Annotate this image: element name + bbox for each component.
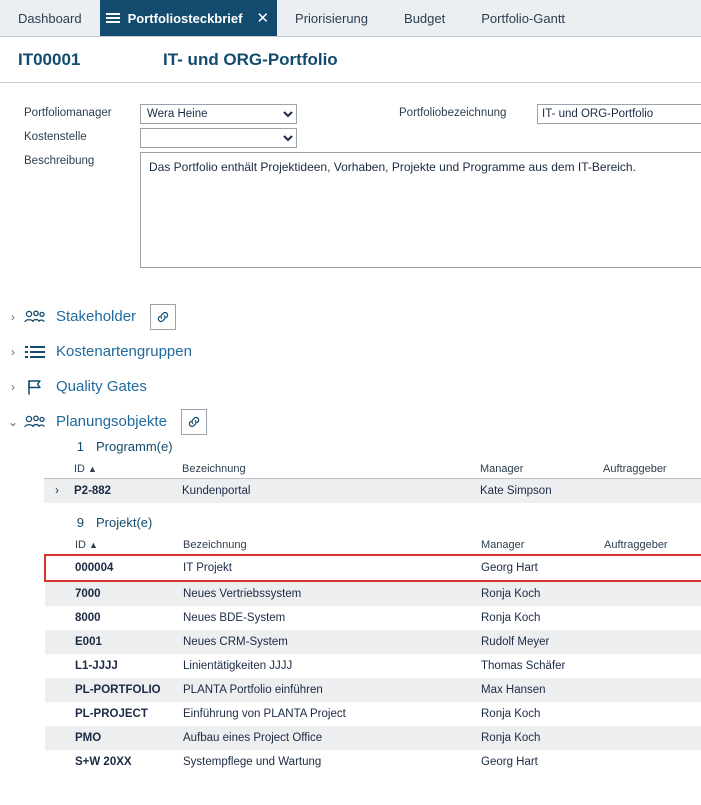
portfoliobezeichnung-label: Portfoliobezeichnung <box>399 107 507 119</box>
group-label: Projekt(e) <box>96 515 153 530</box>
row-bezeichnung: Neues BDE-System <box>183 612 286 624</box>
sort-asc-icon: ▲ <box>89 540 98 550</box>
section-label: Planungsobjekte <box>56 413 167 430</box>
row-auftraggeber <box>600 654 701 678</box>
row-bezeichnung: Linientätigkeiten JJJJ <box>183 660 293 672</box>
kostenstelle-label: Kostenstelle <box>24 131 87 143</box>
row-manager: Max Hansen <box>477 678 600 702</box>
row-id[interactable]: 000004 <box>71 555 179 581</box>
tab-label: Dashboard <box>18 10 82 26</box>
chevron-right-icon[interactable]: › <box>11 379 15 394</box>
row-id[interactable]: L1-JJJJ <box>75 660 118 672</box>
table-row[interactable] <box>45 750 701 774</box>
sort-asc-icon: ▲ <box>88 464 97 474</box>
tab-budget[interactable] <box>386 0 463 36</box>
tab-label: Portfolio-Gantt <box>481 10 566 26</box>
table-row[interactable] <box>45 606 701 630</box>
row-manager: Ronja Koch <box>477 581 600 606</box>
kostenstelle-select[interactable] <box>140 128 297 148</box>
section-kostenartengruppen[interactable] <box>0 334 701 369</box>
row-id[interactable]: S+W 20XX <box>75 756 132 768</box>
table-header-row <box>44 461 701 479</box>
projekte-table <box>44 537 701 774</box>
flag-icon <box>22 379 48 395</box>
row-id[interactable]: 7000 <box>71 581 179 606</box>
row-manager: Rudolf Meyer <box>477 630 600 654</box>
section-stakeholder[interactable] <box>0 299 701 334</box>
section-label: Quality Gates <box>56 378 147 395</box>
row-manager: Georg Hart <box>481 756 538 768</box>
tab-label: Portfoliosteckbrief <box>127 10 243 26</box>
row-manager: Ronja Koch <box>477 726 600 750</box>
row-bezeichnung: Einführung von PLANTA Project <box>183 708 346 720</box>
row-bezeichnung: Aufbau eines Project Office <box>179 726 477 750</box>
link-icon[interactable] <box>181 409 207 435</box>
chevron-down-icon[interactable]: ⌄ <box>7 414 19 429</box>
col-bezeichnung[interactable]: Bezeichnung <box>179 537 477 555</box>
beschreibung-textarea[interactable] <box>140 152 701 268</box>
portfoliobezeichnung-input[interactable] <box>537 104 701 124</box>
row-auftraggeber <box>600 678 701 702</box>
table-row[interactable] <box>45 581 701 606</box>
row-expand-icon <box>45 702 71 726</box>
table-row[interactable] <box>45 702 701 726</box>
row-expand-icon[interactable]: › <box>44 479 70 504</box>
portfolio-form <box>0 83 701 299</box>
row-auftraggeber <box>600 630 701 654</box>
table-row[interactable] <box>45 726 701 750</box>
people-icon <box>22 415 48 429</box>
page-header <box>0 37 701 83</box>
tab-priorisierung[interactable] <box>277 0 386 36</box>
row-id[interactable]: PL-PROJECT <box>75 708 148 720</box>
tab-label: Budget <box>404 10 446 26</box>
table-row[interactable] <box>44 479 701 504</box>
row-expand-icon <box>45 726 71 750</box>
group-count: 9 <box>76 515 84 530</box>
link-icon[interactable] <box>150 304 176 330</box>
row-expand-icon <box>45 678 71 702</box>
row-manager: Ronja Koch <box>481 708 541 720</box>
row-id[interactable]: E001 <box>71 630 179 654</box>
tab-bar <box>0 0 701 37</box>
row-manager: Kate Simpson <box>476 479 599 504</box>
page-title: IT- und ORG-Portfolio <box>163 49 338 69</box>
col-manager[interactable]: Manager <box>477 537 600 555</box>
portfoliomanager-select[interactable] <box>140 104 297 124</box>
group-programme <box>0 439 701 503</box>
section-planungsobjekte[interactable] <box>0 404 701 439</box>
chevron-right-icon[interactable]: › <box>11 309 15 324</box>
col-manager[interactable]: Manager <box>476 461 599 479</box>
row-manager: Georg Hart <box>477 555 600 581</box>
close-icon[interactable]: ✕ <box>256 9 270 27</box>
row-expand-icon <box>45 654 71 678</box>
group-count: 1 <box>76 439 84 454</box>
section-label: Kostenartengruppen <box>56 343 192 360</box>
table-row[interactable] <box>45 678 701 702</box>
row-auftraggeber <box>600 702 701 726</box>
row-bezeichnung: Kundenportal <box>178 479 476 504</box>
row-auftraggeber <box>600 606 701 630</box>
portfoliomanager-label: Portfoliomanager <box>24 107 112 119</box>
tab-label: Priorisierung <box>295 10 369 26</box>
table-row[interactable] <box>45 555 701 581</box>
row-expand-icon <box>45 750 71 774</box>
col-auftraggeber[interactable]: Auftraggeber <box>600 537 701 555</box>
list-icon <box>22 345 48 359</box>
row-auftraggeber <box>600 581 701 606</box>
row-manager: Ronja Koch <box>481 612 541 624</box>
row-manager: Thomas Schäfer <box>481 660 566 672</box>
row-id[interactable]: PMO <box>71 726 179 750</box>
programme-table <box>44 461 701 503</box>
row-bezeichnung: Systempflege und Wartung <box>183 756 322 768</box>
section-label: Stakeholder <box>56 308 137 325</box>
row-expand-icon <box>45 581 71 606</box>
row-id[interactable]: P2-882 <box>70 479 178 504</box>
row-id[interactable]: 8000 <box>75 612 101 624</box>
tab-dashboard[interactable] <box>0 0 100 36</box>
row-auftraggeber <box>600 555 701 581</box>
beschreibung-label: Beschreibung <box>24 155 95 167</box>
chevron-right-icon[interactable]: › <box>11 344 15 359</box>
tab-portfolio-gantt[interactable] <box>463 0 583 36</box>
group-header <box>44 515 697 537</box>
col-bezeichnung[interactable]: Bezeichnung <box>178 461 476 479</box>
table-row[interactable] <box>45 630 701 654</box>
row-bezeichnung: Neues Vertriebssystem <box>179 581 477 606</box>
row-bezeichnung: PLANTA Portfolio einführen <box>179 678 477 702</box>
row-auftraggeber <box>600 750 701 774</box>
row-expand-icon <box>45 555 71 581</box>
row-bezeichnung: IT Projekt <box>179 555 477 581</box>
menu-icon[interactable] <box>106 13 120 24</box>
section-quality-gates[interactable] <box>0 369 701 404</box>
row-auftraggeber <box>600 726 701 750</box>
table-row[interactable] <box>45 654 701 678</box>
row-expand-icon <box>45 630 71 654</box>
portfolio-id: IT00001 <box>18 49 81 69</box>
col-auftraggeber[interactable]: Auftraggeber <box>599 461 701 479</box>
row-expand-icon <box>45 606 71 630</box>
col-id[interactable]: ID ▲ <box>71 537 179 555</box>
group-header <box>44 439 697 461</box>
row-id[interactable]: PL-PORTFOLIO <box>71 678 179 702</box>
table-header-row <box>45 537 701 555</box>
people-icon <box>22 310 48 324</box>
group-projekte <box>0 515 701 774</box>
group-label: Programm(e) <box>96 439 173 454</box>
col-id[interactable]: ID ▲ <box>70 461 178 479</box>
row-auftraggeber <box>599 479 701 504</box>
row-bezeichnung: Neues CRM-System <box>179 630 477 654</box>
col-expand <box>45 537 71 555</box>
col-expand <box>44 461 70 479</box>
tab-portfoliosteckbrief[interactable] <box>100 0 277 36</box>
